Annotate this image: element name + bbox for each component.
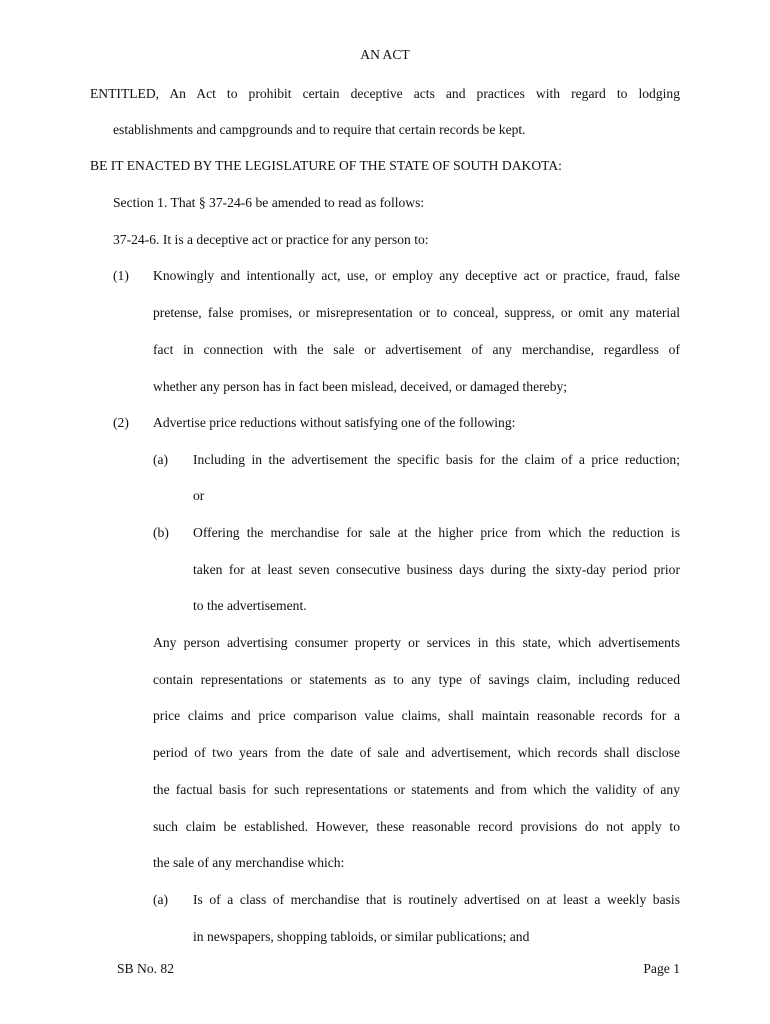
item-1-line-3: fact in connection with the sale or advertisement of any merchandise, regardless of (153, 342, 680, 357)
exemption-a-line-2: in newspapers, shopping tabloids, or similar publications; and (193, 929, 530, 944)
item-1-number: (1) (113, 268, 129, 283)
item-1-line-4: whether any person has in fact been mislead, deceived, or damaged thereby; (153, 379, 568, 394)
item-2a-number: (a) (153, 452, 169, 467)
statute-intro: 37-24-6. It is a deceptive act or practice for any person to: (113, 232, 429, 247)
exemption-a-number: (a) (153, 892, 169, 907)
item-2a-line-2: or (193, 488, 205, 503)
item-2a-line-1: Including in the advertisement the specific basis for the claim of a price reduction; (193, 452, 680, 467)
records-paragraph-line-7: the sale of any merchandise which: (153, 855, 345, 870)
item-1-line-2: pretense, false promises, or misrepresentation or to conceal, suppress, or omit any material (153, 305, 680, 320)
records-paragraph-line-5: the factual basis for such representations or statements and from which the validity of any (153, 782, 680, 797)
records-paragraph-line-6: such claim be established. However, these reasonable record provisions do not apply to (153, 819, 680, 834)
records-paragraph-line-1: Any person advertising consumer property or services in this state, which advertisements (153, 635, 680, 650)
item-2b-line-1: Offering the merchandise for sale at the higher price from which the reduction is (193, 525, 680, 540)
entitled-line-2: establishments and campgrounds and to require that certain records be kept. (113, 122, 526, 137)
item-2b-line-3: to the advertisement. (193, 598, 307, 613)
records-paragraph-line-3: price claims and price comparison value claims, shall maintain reasonable records for a (153, 708, 680, 723)
entitled-line-1: ENTITLED, An Act to prohibit certain deceptive acts and practices with regard to lodging (90, 86, 680, 101)
enacting-clause: BE IT ENACTED BY THE LEGISLATURE OF THE STATE OF SOUTH DAKOTA: (90, 158, 562, 173)
footer-page-number: Page 1 (643, 961, 680, 976)
act-heading: AN ACT (360, 47, 410, 62)
item-2-number: (2) (113, 415, 129, 430)
exemption-a-line-1: Is of a class of merchandise that is routinely advertised on at least a weekly basis (193, 892, 680, 907)
item-2b-number: (b) (153, 525, 169, 540)
records-paragraph-line-4: period of two years from the date of sale and advertisement, which records shall disclose (153, 745, 680, 760)
section-intro: Section 1. That § 37-24-6 be amended to read as follows: (113, 195, 425, 210)
item-1-line-1: Knowingly and intentionally act, use, or employ any deceptive act or practice, fraud, false (153, 268, 680, 283)
footer-bill-number: SB No. 82 (117, 961, 175, 976)
records-paragraph-line-2: contain representations or statements as to any type of savings claim, including reduced (153, 672, 680, 687)
item-2b-line-2: taken for at least seven consecutive business days during the sixty-day period prior (193, 562, 680, 577)
item-2-text: Advertise price reductions without satisfying one of the following: (153, 415, 516, 430)
